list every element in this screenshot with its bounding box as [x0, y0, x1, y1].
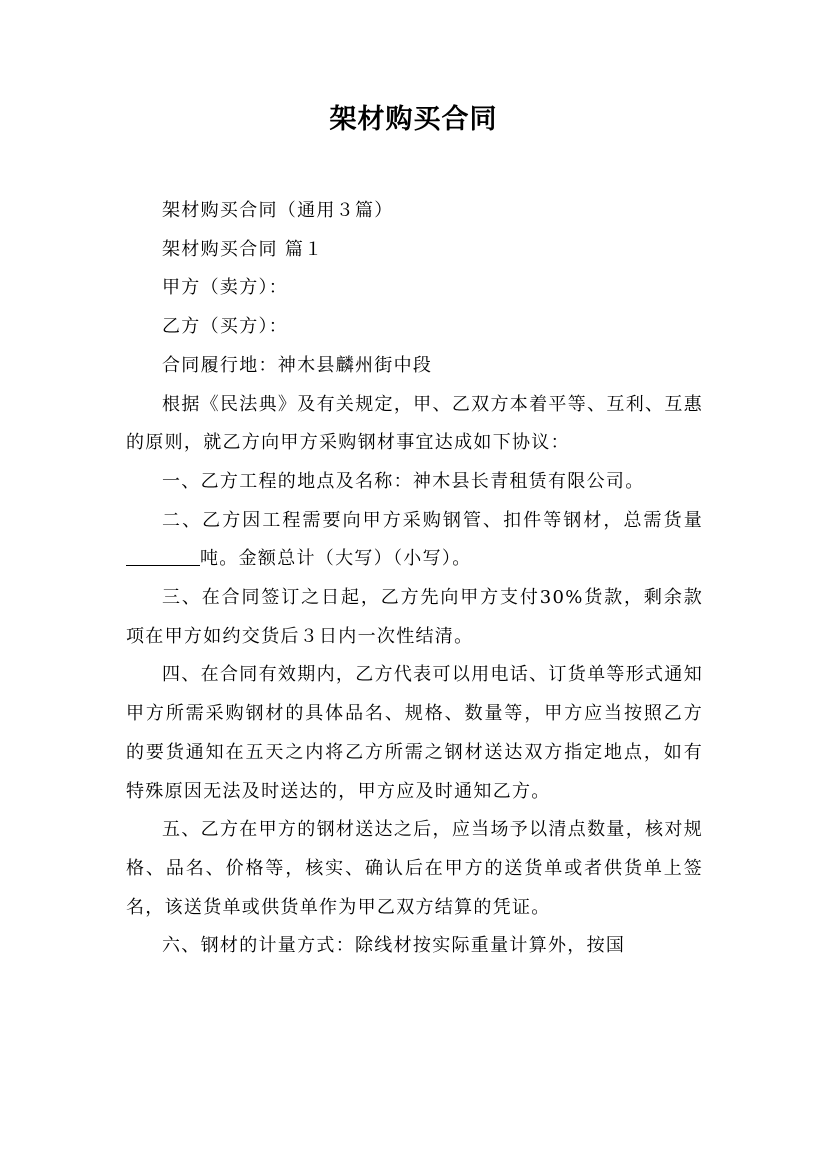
- paragraph-party-a: 甲方（卖方）：: [162, 277, 289, 299]
- paragraph-clause-1: 一、乙方工程的地点及名称：神木县长青租赁有限公司。: [162, 470, 645, 492]
- paragraph-clause-3: 三、在合同签订之日起，乙方先向甲方支付30%货款，剩余款项在甲方如约交货后３日内一次性结清。: [126, 587, 703, 647]
- paragraph-clause-6: 六、钢材的计量方式：除线材按实际重量计算外，按国: [162, 935, 626, 957]
- document-title: 架材购买合同: [329, 104, 498, 135]
- paragraph-clause-4: 四、在合同有效期内，乙方代表可以用电话、订货单等形式通知甲方所需采购钢材的具体品名、规格、数量等，甲方应当按照乙方的要货通知在五天之内将乙方所需之钢材送达双方指定地点，如有特殊原因无法及时送达的，甲方应及时通知乙方。: [126, 664, 703, 802]
- paragraph-clause-2: [126, 502, 703, 579]
- paragraph-clause-5: 五、乙方在甲方的钢材送达之后，应当场予以清点数量，核对规格、品名、价格等，核实、确认后在甲方的送货单或者供货单上签名，该送货单或供货单作为甲乙双方结算的凭证。: [126, 819, 703, 918]
- paragraph-party-b: 乙方（买方）：: [162, 316, 289, 338]
- quantity-blank-line: [126, 547, 200, 566]
- clause-2-text-before: 二、乙方因工程需要向甲方采购钢管、扣件等钢材，总需货量: [162, 509, 703, 531]
- document-body: [126, 192, 703, 966]
- paragraph-section-title: 架材购买合同 篇１: [162, 238, 324, 260]
- paragraph-preamble: 根据《民法典》及有关规定，甲、乙双方本着平等、互利、互惠的原则，就乙方向甲方采购钢材事宜达成如下协议：: [126, 393, 703, 454]
- paragraph-location: 合同履行地：神木县麟州街中段: [162, 354, 433, 376]
- clause-2-text-after: 吨。金额总计（大写）（小写）。: [200, 548, 472, 570]
- paragraph-heading: 架材购买合同（通用３篇）: [162, 200, 394, 221]
